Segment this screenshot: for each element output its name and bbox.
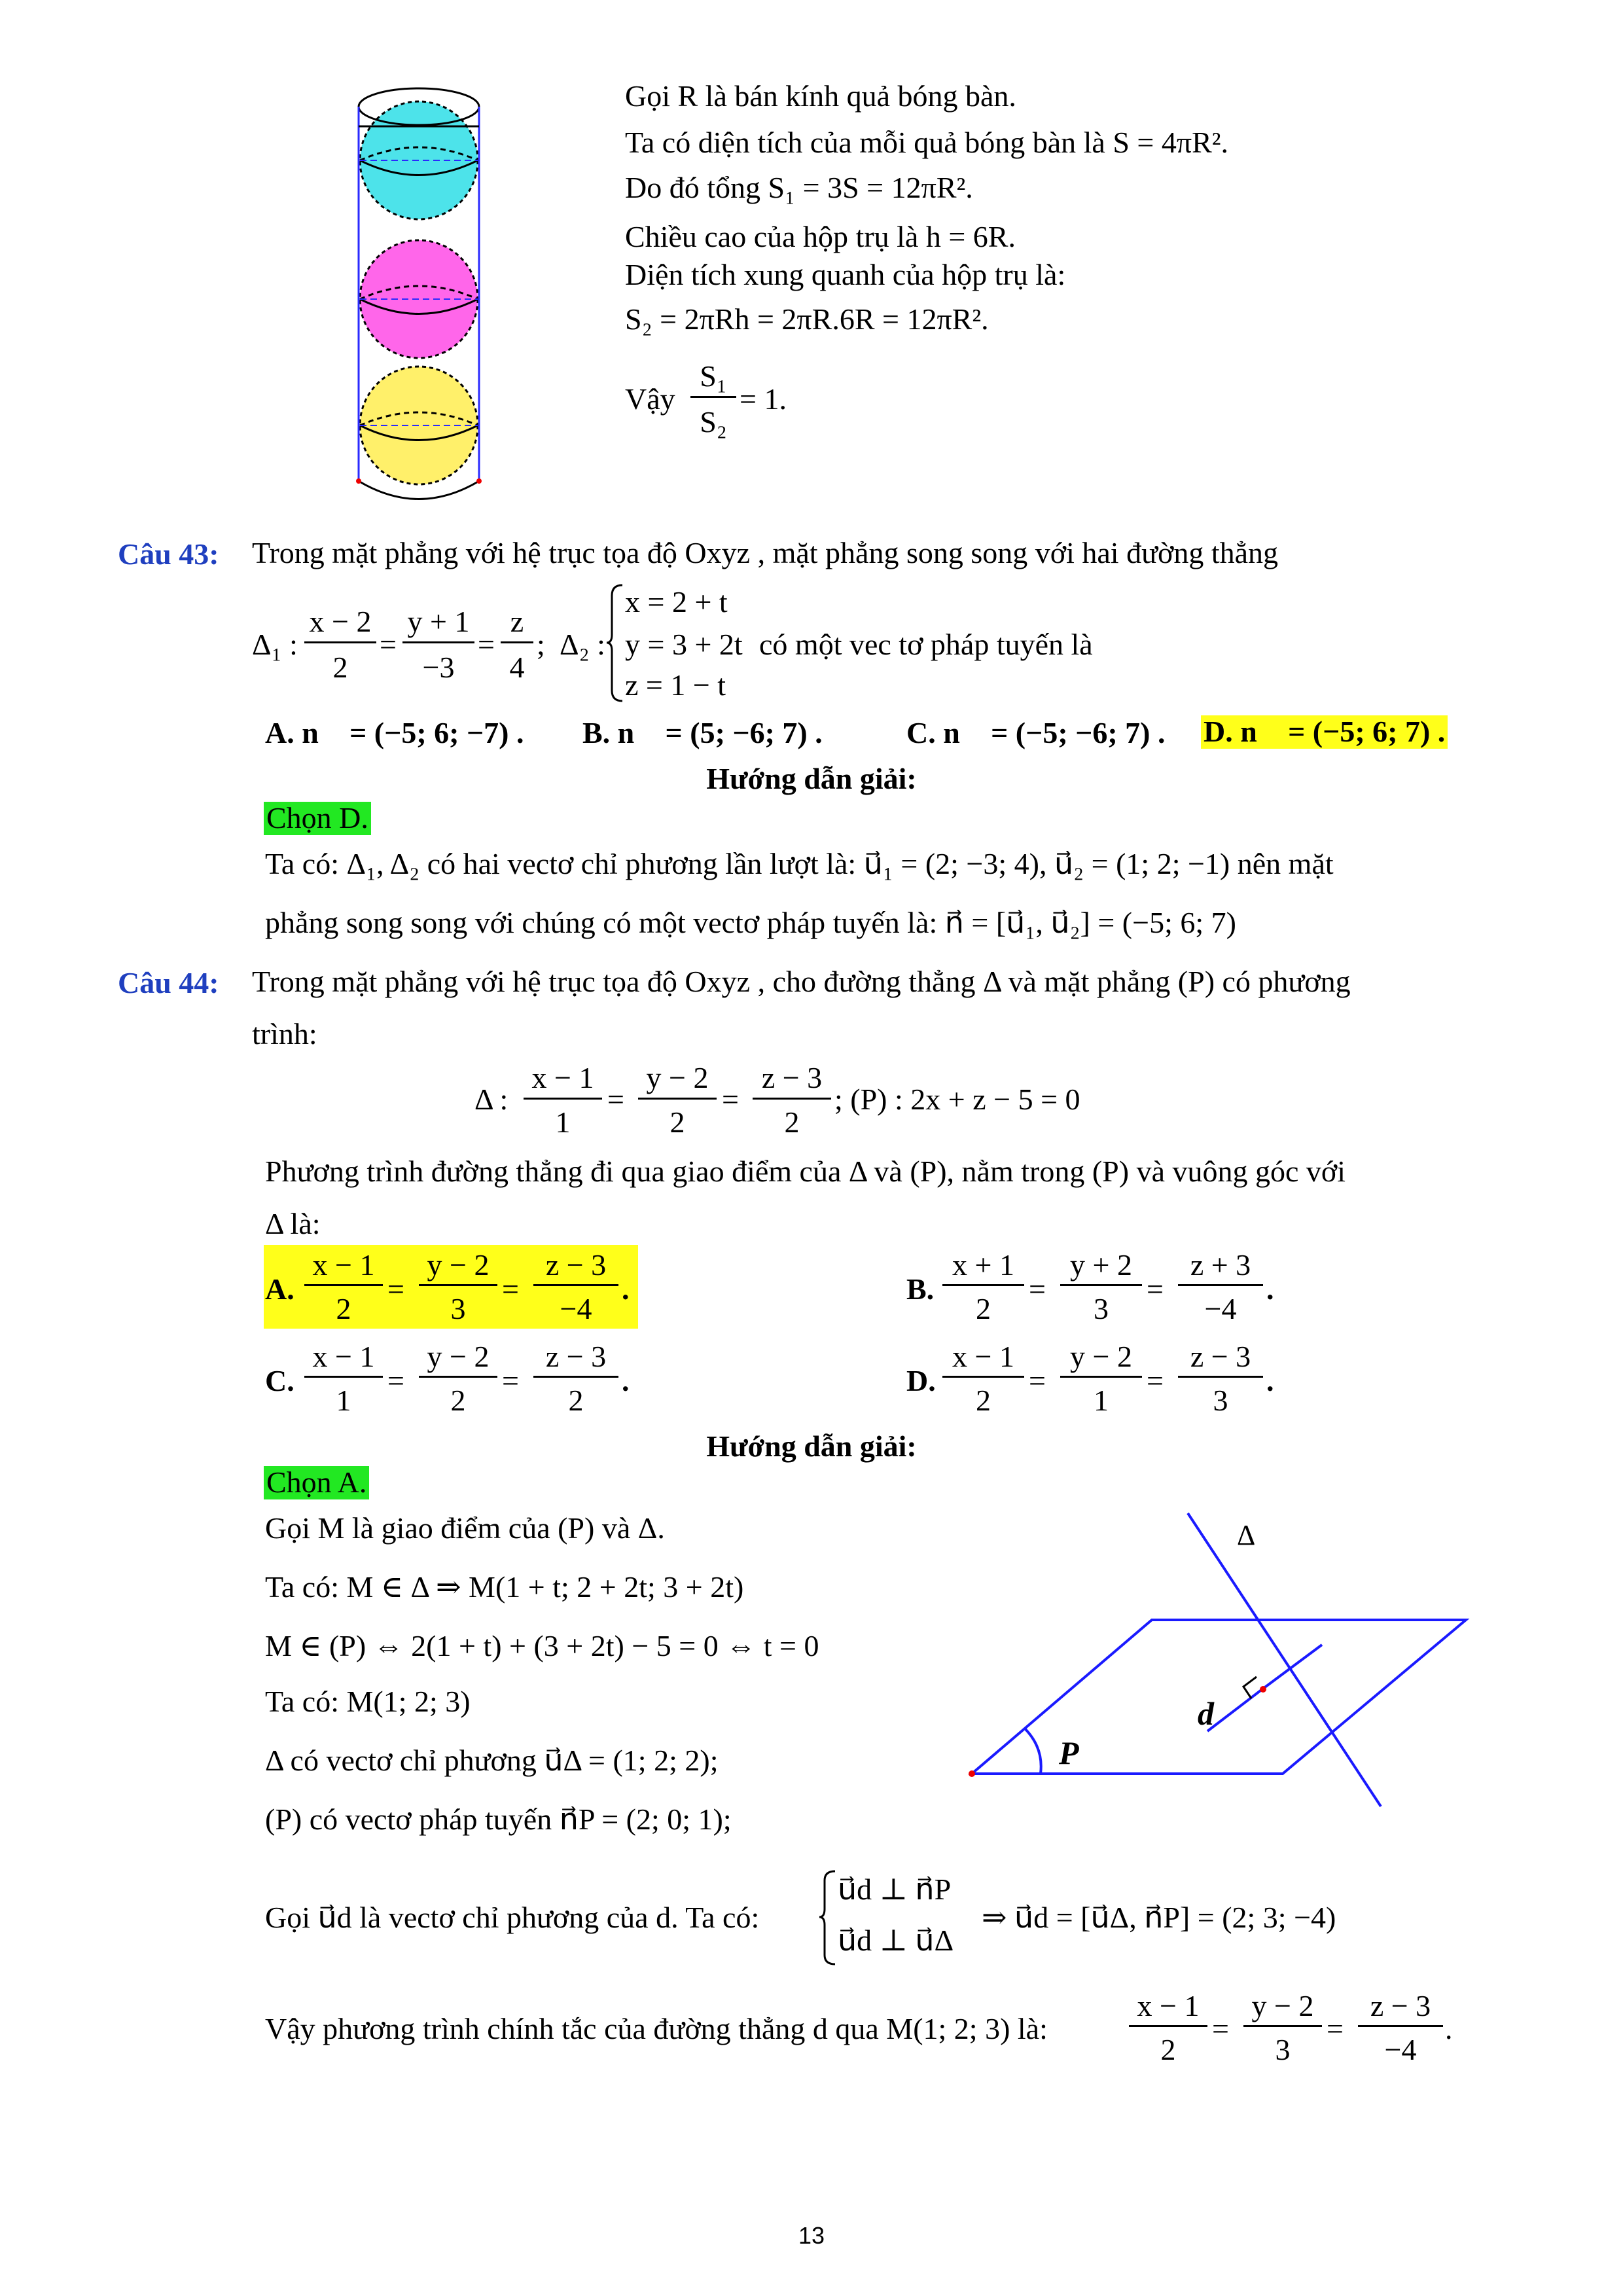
frac-bar xyxy=(533,1284,618,1286)
frac-num: x + 1 xyxy=(952,1248,1014,1282)
ratio-numerator: S₁ xyxy=(700,359,727,393)
frac-bar xyxy=(1178,1376,1263,1378)
frac-den: 3 xyxy=(450,1292,466,1325)
q44-stem-1: Trong mặt phẳng với hệ trục tọa độ Oxyz , cho đường thẳng Δ và mặt phẳng (P) có phương xyxy=(252,965,1351,998)
equals: = xyxy=(1327,2012,1344,2045)
q44-option-c-label: C. xyxy=(265,1364,294,1397)
frac-bar xyxy=(402,641,474,643)
q44-step-6: (P) có vectơ pháp tuyến n⃗P = (2; 0; 1); xyxy=(265,1803,732,1836)
frac-den: 2 xyxy=(450,1384,466,1417)
plane-line-figure xyxy=(955,1505,1479,1820)
q44-chosen: Chọn A. xyxy=(264,1466,369,1499)
line-d-solid-upper xyxy=(1263,1645,1322,1689)
q43-stem: Trong mặt phẳng với hệ trục tọa độ Oxyz , mặt phẳng song song với hai đường thẳng xyxy=(252,536,1279,569)
intro-line-3: Do đó tổng S₁ = 3S = 12πR². xyxy=(625,171,973,204)
q44-step-7-result: ⇒ u⃗d = [u⃗Δ, n⃗P] = (2; 3; −4) xyxy=(982,1901,1336,1934)
equals: = xyxy=(387,1272,404,1306)
frac-bar xyxy=(419,1376,497,1378)
frac-den: 3 xyxy=(1213,1384,1228,1417)
system-line-1: u⃗d ⊥ n⃗P xyxy=(838,1873,952,1906)
q43-chosen: Chọn D. xyxy=(264,802,371,835)
intro-line-1: Gọi R là bán kính quả bóng bàn. xyxy=(625,79,1016,113)
frac-num: y − 2 xyxy=(1251,1989,1314,2022)
q44-eq-plane: ; (P) : 2x + z − 5 = 0 xyxy=(834,1083,1080,1116)
frac-bar xyxy=(942,1376,1024,1378)
equals: = xyxy=(502,1364,519,1397)
q44-step-5: Δ có vectơ chỉ phương u⃗Δ = (1; 2; 2); xyxy=(265,1744,719,1777)
frac-den: 4 xyxy=(509,651,525,684)
equals: = xyxy=(380,628,397,661)
q44-eq-prefix: Δ : xyxy=(474,1083,508,1116)
frac-num: y + 2 xyxy=(1070,1248,1132,1282)
equals: = xyxy=(722,1083,739,1116)
equals: = xyxy=(1147,1364,1164,1397)
intro-line-6: S₂ = 2πRh = 2πR.6R = 12πR². xyxy=(625,302,989,336)
q43-guide-heading: Hướng dẫn giải: xyxy=(706,762,917,795)
intro-line-5: Diện tích xung quanh của hộp trụ là: xyxy=(625,258,1066,291)
q44-option-b-label: B. xyxy=(906,1272,935,1306)
period: . xyxy=(1445,2012,1453,2045)
plane-angle-arc xyxy=(1024,1728,1041,1774)
frac-den: 3 xyxy=(1094,1292,1109,1325)
ratio-bar xyxy=(690,396,736,398)
frac-den: −4 xyxy=(1384,2033,1417,2066)
separator: ; xyxy=(537,628,545,661)
q44-guide-heading: Hướng dẫn giải: xyxy=(706,1429,917,1463)
plane-p xyxy=(972,1620,1466,1774)
frac-num: z + 3 xyxy=(1190,1248,1251,1282)
q43-option-a: A. n⃗ = (−5; 6; −7) . xyxy=(265,716,524,749)
system-line-2: y = 3 + 2t xyxy=(625,628,743,661)
frac-num: x − 1 xyxy=(952,1340,1014,1373)
plane-corner-point xyxy=(969,1770,975,1777)
frac-num: z − 3 xyxy=(545,1248,607,1282)
line-d-solid xyxy=(1207,1689,1263,1731)
frac-bar xyxy=(419,1284,497,1286)
frac-bar xyxy=(1060,1284,1142,1286)
frac-bar xyxy=(942,1284,1024,1286)
frac-bar xyxy=(1178,1284,1263,1286)
equals: = xyxy=(502,1272,519,1306)
frac-num: x − 1 xyxy=(312,1340,375,1373)
frac-num: x − 1 xyxy=(312,1248,375,1282)
frac-num: y − 2 xyxy=(1070,1340,1132,1373)
period: . xyxy=(1266,1272,1274,1306)
frac-bar xyxy=(524,1098,602,1100)
equals: = xyxy=(1147,1272,1164,1306)
q43-option-d-correct: D. n⃗ = (−5; 6; 7) . xyxy=(1201,715,1448,749)
frac-den: 2 xyxy=(1160,2033,1176,2066)
frac-num: z − 3 xyxy=(1370,1989,1431,2022)
intro-line-7-prefix: Vậy xyxy=(625,382,675,416)
frac-bar xyxy=(304,1284,383,1286)
frac-bar xyxy=(304,1376,383,1378)
frac-num: x − 2 xyxy=(309,605,372,638)
frac-den: 1 xyxy=(336,1384,351,1417)
q44-ask-1: Phương trình đường thẳng đi qua giao điểm của Δ và (P), nằm trong (P) và vuông góc với xyxy=(265,1155,1346,1188)
q44-step-4: Ta có: M(1; 2; 3) xyxy=(265,1685,471,1718)
intro-line-4: Chiều cao của hộp trụ là h = 6R. xyxy=(625,220,1016,253)
q44-ask-2: Δ là: xyxy=(265,1207,321,1240)
label-delta: Δ xyxy=(1237,1519,1256,1551)
q43-d2-name: Δ₂ : xyxy=(560,628,605,661)
q43-solution-2: phẳng song song với chúng có một vectơ pháp tuyến là: n⃗ = [u⃗₁, u⃗₂] = (−5; 6; 7) xyxy=(265,906,1236,939)
frac-num: y − 2 xyxy=(427,1248,490,1282)
frac-den: 2 xyxy=(976,1384,991,1417)
ratio-result: = 1. xyxy=(740,382,787,416)
equals: = xyxy=(387,1364,404,1397)
frac-num: z xyxy=(510,605,524,638)
frac-bar xyxy=(638,1098,717,1100)
equals: = xyxy=(607,1083,624,1116)
label-p: P xyxy=(1059,1734,1079,1771)
system-line-2: u⃗d ⊥ u⃗Δ xyxy=(838,1924,954,1957)
q44-step-8-prefix: Vậy phương trình chính tắc của đường thẳng d qua M(1; 2; 3) là: xyxy=(265,2012,1048,2045)
period: . xyxy=(622,1364,630,1397)
q43-stem-tail: có một vec tơ pháp tuyến là xyxy=(759,628,1093,661)
frac-den: 2 xyxy=(784,1105,800,1139)
frac-bar xyxy=(1060,1376,1142,1378)
equals: = xyxy=(1212,2012,1229,2045)
line-delta xyxy=(1188,1513,1381,1806)
q44-step-2: Ta có: M ∈ Δ ⇒ M(1 + t; 2 + 2t; 3 + 2t) xyxy=(265,1570,744,1604)
system-line-3: z = 1 − t xyxy=(625,668,726,702)
frac-den: 1 xyxy=(1094,1384,1109,1417)
system-line-1: x = 2 + t xyxy=(625,585,728,619)
q43-solution-1: Ta có: Δ₁, Δ₂ có hai vectơ chỉ phương lần lượt là: u⃗₁ = (2; −3; 4), u⃗₂ = (1; 2; −1) nên mặt xyxy=(265,847,1334,880)
frac-bar xyxy=(533,1376,618,1378)
intersection-point xyxy=(1260,1686,1266,1693)
frac-den: 2 xyxy=(336,1292,351,1325)
frac-num: y − 2 xyxy=(646,1061,709,1094)
label-d: d xyxy=(1198,1695,1214,1732)
q43-option-c: C. n⃗ = (−5; −6; 7) . xyxy=(906,716,1166,749)
equals: = xyxy=(1029,1272,1046,1306)
q44-step-1: Gọi M là giao điểm của (P) và Δ. xyxy=(265,1511,665,1545)
q44-option-a-label: A. xyxy=(265,1272,294,1306)
frac-bar xyxy=(1243,2025,1322,2027)
frac-den: 2 xyxy=(568,1384,584,1417)
frac-den: −4 xyxy=(560,1292,592,1325)
frac-den: −3 xyxy=(422,651,455,684)
q43-label: Câu 43: xyxy=(118,537,219,571)
frac-num: z − 3 xyxy=(761,1061,823,1094)
equals: = xyxy=(1029,1364,1046,1397)
q44-step-3: M ∈ (P) ⇔ 2(1 + t) + (3 + 2t) − 5 = 0 ⇔ t = 0 xyxy=(265,1629,819,1662)
frac-den: 2 xyxy=(669,1105,685,1139)
frac-num: y + 1 xyxy=(407,605,470,638)
frac-num: z − 3 xyxy=(1190,1340,1251,1373)
frac-den: −4 xyxy=(1204,1292,1237,1325)
frac-num: z − 3 xyxy=(545,1340,607,1373)
q44-stem-2: trình: xyxy=(252,1017,317,1050)
frac-bar xyxy=(753,1098,831,1100)
system-brace xyxy=(818,1869,838,1967)
cylinder-balls-figure xyxy=(340,75,497,533)
q44-step-7-prefix: Gọi u⃗d là vectơ chỉ phương của d. Ta có: xyxy=(265,1901,760,1934)
page-number: 13 xyxy=(798,2222,825,2249)
frac-den: 2 xyxy=(332,651,348,684)
frac-bar xyxy=(1129,2025,1207,2027)
frac-den: 3 xyxy=(1275,2033,1291,2066)
frac-num: y − 2 xyxy=(427,1340,490,1373)
frac-num: x − 1 xyxy=(1137,1989,1200,2022)
equals: = xyxy=(478,628,495,661)
q43-d1-name: Δ₁ : xyxy=(252,628,298,661)
frac-den: 1 xyxy=(555,1105,571,1139)
frac-bar xyxy=(1358,2025,1443,2027)
q44-label: Câu 44: xyxy=(118,966,219,999)
frac-den: 2 xyxy=(976,1292,991,1325)
intro-line-2: Ta có diện tích của mỗi quả bóng bàn là S = 4πR². xyxy=(625,126,1229,159)
period: . xyxy=(622,1272,630,1306)
period: . xyxy=(1266,1364,1274,1397)
q44-option-d-label: D. xyxy=(906,1364,936,1397)
system-brace xyxy=(605,583,625,704)
q43-option-b: B. n⃗ = (5; −6; 7) . xyxy=(582,716,823,749)
frac-bar xyxy=(304,641,376,643)
frac-bar xyxy=(501,641,533,643)
ratio-denominator: S₂ xyxy=(700,405,727,439)
frac-num: x − 1 xyxy=(531,1061,594,1094)
